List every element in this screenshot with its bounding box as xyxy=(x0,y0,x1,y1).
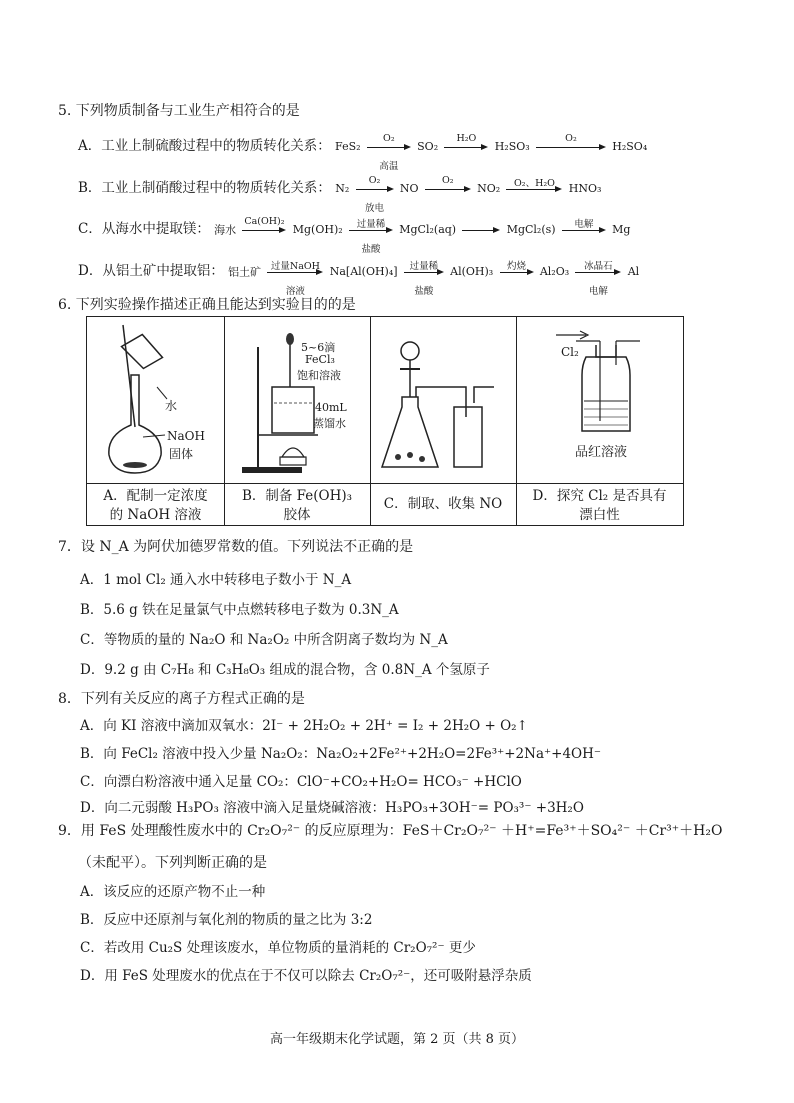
q5-option-d: D．从铝土矿中提取铝： 铝土矿 过量NaOH 溶液 Na[Al(OH)₄] 过量稀 盐酸 Al(OH)₃ 灼烧 Al₂O₃ 冰晶石 电解 Al xyxy=(78,261,640,297)
q9-option-c: C．若改用 Cu₂S 处理该废水，单位物质的量消耗的 Cr₂O₇²⁻ 更少 xyxy=(80,940,476,956)
q5-option-c: C．从海水中提取镁： 海水 Ca(OH)₂ Mg(OH)₂ 过量稀 盐酸 MgCl₂(aq) MgCl₂(s) 电解 Mg xyxy=(78,216,631,255)
caption-b: B．制备 Fe(OH)₃ 胶体 xyxy=(241,488,353,523)
q8-stem: 8．下列有关反应的离子方程式正确的是 xyxy=(58,691,305,707)
beaker-stand-icon xyxy=(224,317,370,483)
q9-stem-line1: 9．用 FeS 处理酸性废水中的 Cr₂O₇²⁻ 的反应原理为：FeS＋Cr₂O₇²⁻ ＋H⁺=Fe³⁺＋SO₄²⁻ ＋Cr³⁺＋H₂O xyxy=(58,823,723,839)
q6-apparatus-table xyxy=(86,316,684,526)
label-cl2: Cl₂ xyxy=(561,345,579,359)
q7-stem: 7．设 N_A 为阿伏加德罗常数的值。下列说法不正确的是 xyxy=(58,539,414,555)
caption-c: C．制取、收集 NO xyxy=(383,496,503,512)
caption-d: D．探究 Cl₂ 是否具有 漂白性 xyxy=(532,488,667,523)
q6-stem: 6. 下列实验操作描述正确且能达到实验目的的是 xyxy=(58,297,356,313)
q8-option-a: A．向 KI 溶液中滴加双氧水：2I⁻ + 2H₂O₂ + 2H⁺ = I₂ + 2H₂O + O₂↑ xyxy=(80,718,528,734)
q5-option-b: B．工业上制硝酸过程中的物质转化关系： N₂ O₂ 放电 NO O₂ NO₂ O₂、H₂O HNO₃ xyxy=(78,175,602,214)
q8-option-d: D．向二元弱酸 H₃PO₃ 溶液中滴入足量烧碱溶液：H₃PO₃+3OH⁻= PO₃³⁻ +3H₂O xyxy=(80,800,584,816)
q9-stem-line2: （未配平）。下列判断正确的是 xyxy=(78,855,267,871)
q9-option-a: A．该反应的还原产物不止一种 xyxy=(80,884,266,900)
caption-a: A．配制一定浓度 的 NaOH 溶液 xyxy=(103,488,208,523)
page-footer: 高一年级期末化学试题，第 2 页（共 8 页） xyxy=(269,1032,525,1047)
label-drops: 5~6滴 xyxy=(301,341,336,354)
q7-option-a: A．1 mol Cl₂ 通入水中转移电子数小于 N_A xyxy=(80,572,352,588)
q9-option-d: D．用 FeS 处理废水的优点在于不仅可以除去 Cr₂O₇²⁻，还可吸附悬浮杂质 xyxy=(80,968,532,984)
label-40ml: 40mL xyxy=(315,401,347,414)
q5-stem: 5. 下列物质制备与工业生产相符合的是 xyxy=(58,103,300,119)
q7-option-d: D．9.2 g 由 C₇H₈ 和 C₃H₈O₃ 组成的混合物，含 0.8N_A 个氢原子 xyxy=(80,662,490,678)
volumetric-flask-icon xyxy=(87,317,224,483)
q7-option-b: B．5.6 g 铁在足量氯气中点燃转移电子数为 0.3N_A xyxy=(80,602,399,618)
q7-option-c: C．等物质的量的 Na₂O 和 Na₂O₂ 中所含阴离子数均为 N_A xyxy=(80,632,448,648)
label-naoh: NaOH xyxy=(167,429,205,443)
label-pinhong: 品红溶液 xyxy=(575,445,628,460)
label-distilled: 蒸馏水 xyxy=(313,417,346,430)
label-water: 水 xyxy=(165,399,178,413)
label-solid: 固体 xyxy=(169,447,194,461)
label-saturated: 饱和溶液 xyxy=(297,369,341,382)
gas-generator-icon xyxy=(370,317,516,483)
q5-option-a: A．工业上制硫酸过程中的物质转化关系： FeS₂ O₂ 高温 SO₂ H₂O H₂SO₃ O₂ H₂SO₄ xyxy=(78,133,648,172)
label-fecl3: FeCl₃ xyxy=(305,353,335,366)
q9-option-b: B．反应中还原剂与氧化剂的物质的量之比为 3:2 xyxy=(80,912,373,928)
q8-option-b: B．向 FeCl₂ 溶液中投入少量 Na₂O₂：Na₂O₂+2Fe²⁺+2H₂O=2Fe³⁺+2Na⁺+4OH⁻ xyxy=(80,746,601,762)
q8-option-c: C．向漂白粉溶液中通入足量 CO₂：ClO⁻+CO₂+H₂O= HCO₃⁻ +HClO xyxy=(80,774,522,790)
